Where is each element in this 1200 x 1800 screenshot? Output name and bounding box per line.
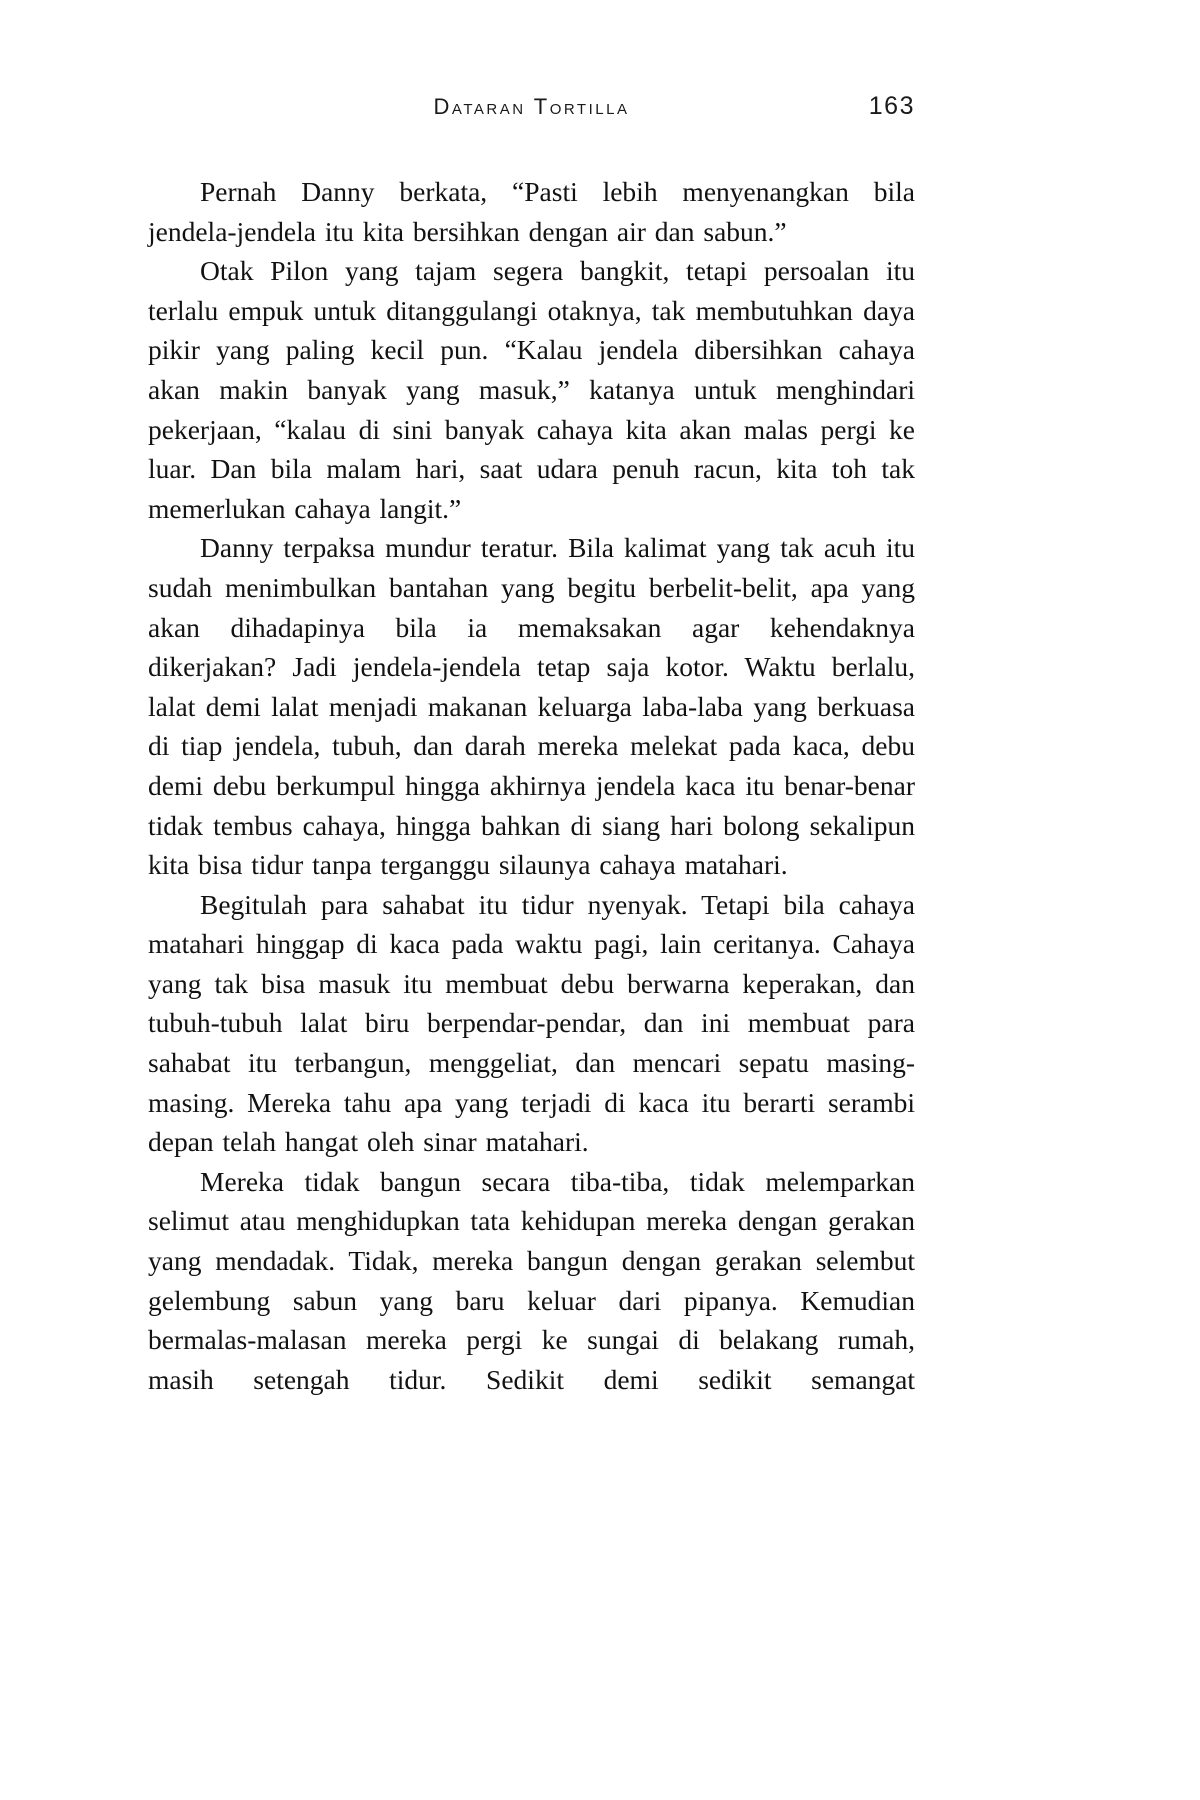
paragraph: Begitulah para sahabat itu tidur nyenyak. Tetapi bila cahaya matahari hinggap di kaca pada waktu pagi, lain ceritanya. Cahaya yang tak bisa masuk itu membuat debu berwarna keperakan, dan tubuh-tubuh lalat biru berpendar-pendar, dan ini membuat para sahabat itu terbangun, menggeliat, dan mencari sepatu masing-masing. Mereka tahu apa yang terjadi di kaca itu berarti serambi depan telah hangat oleh sinar matahari. <box>148 888 915 1158</box>
page-number: 163 <box>868 92 915 120</box>
paragraph: Mereka tidak bangun secara tiba-tiba, tidak melemparkan selimut atau menghidupkan tata kehidupan mereka dengan gerakan yang mendadak. Tidak, mereka bangun dengan gerakan selembut gelembung sabun yang baru keluar dari pipanya. Kemudian bermalas-malasan mereka pergi ke sungai di belakang rumah, masih setengah tidur. Sedikit demi sedikit semangat <box>148 1165 915 1395</box>
body-text <box>148 172 915 1399</box>
running-title: Dataran Tortilla <box>433 94 630 119</box>
paragraph: Pernah Danny berkata, “Pasti lebih menyenangkan bila jendela-jendela itu kita bersihkan dengan air dan sabun.” <box>148 176 915 247</box>
running-header <box>148 94 915 120</box>
paragraph: Danny terpaksa mundur teratur. Bila kalimat yang tak acuh itu sudah menimbulkan bantahan yang begitu berbelit-belit, apa yang akan dihadapinya bila ia memaksakan agar kehendaknya dikerjakan? Jadi jendela-jendela tetap saja kotor. Waktu berlalu, lalat demi lalat menjadi makanan keluarga laba-laba yang berkuasa di tiap jendela, tubuh, dan darah mereka melekat pada kaca, debu demi debu berkumpul hingga akhirnya jendela kaca itu benar-benar tidak tembus cahaya, hingga bahkan di siang hari bolong sekalipun kita bisa tidur tanpa terganggu silaunya cahaya matahari. <box>148 532 915 881</box>
paragraph: Otak Pilon yang tajam segera bangkit, tetapi persoalan itu terlalu empuk untuk ditanggulangi otaknya, tak membutuhkan daya pikir yang paling kecil pun. “Kalau jendela dibersihkan cahaya akan makin banyak yang masuk,” katanya untuk menghindari pekerjaan, “kalau di sini banyak cahaya kita akan malas pergi ke luar. Dan bila malam hari, saat udara penuh racun, kita toh tak memerlukan cahaya langit.” <box>148 255 915 524</box>
